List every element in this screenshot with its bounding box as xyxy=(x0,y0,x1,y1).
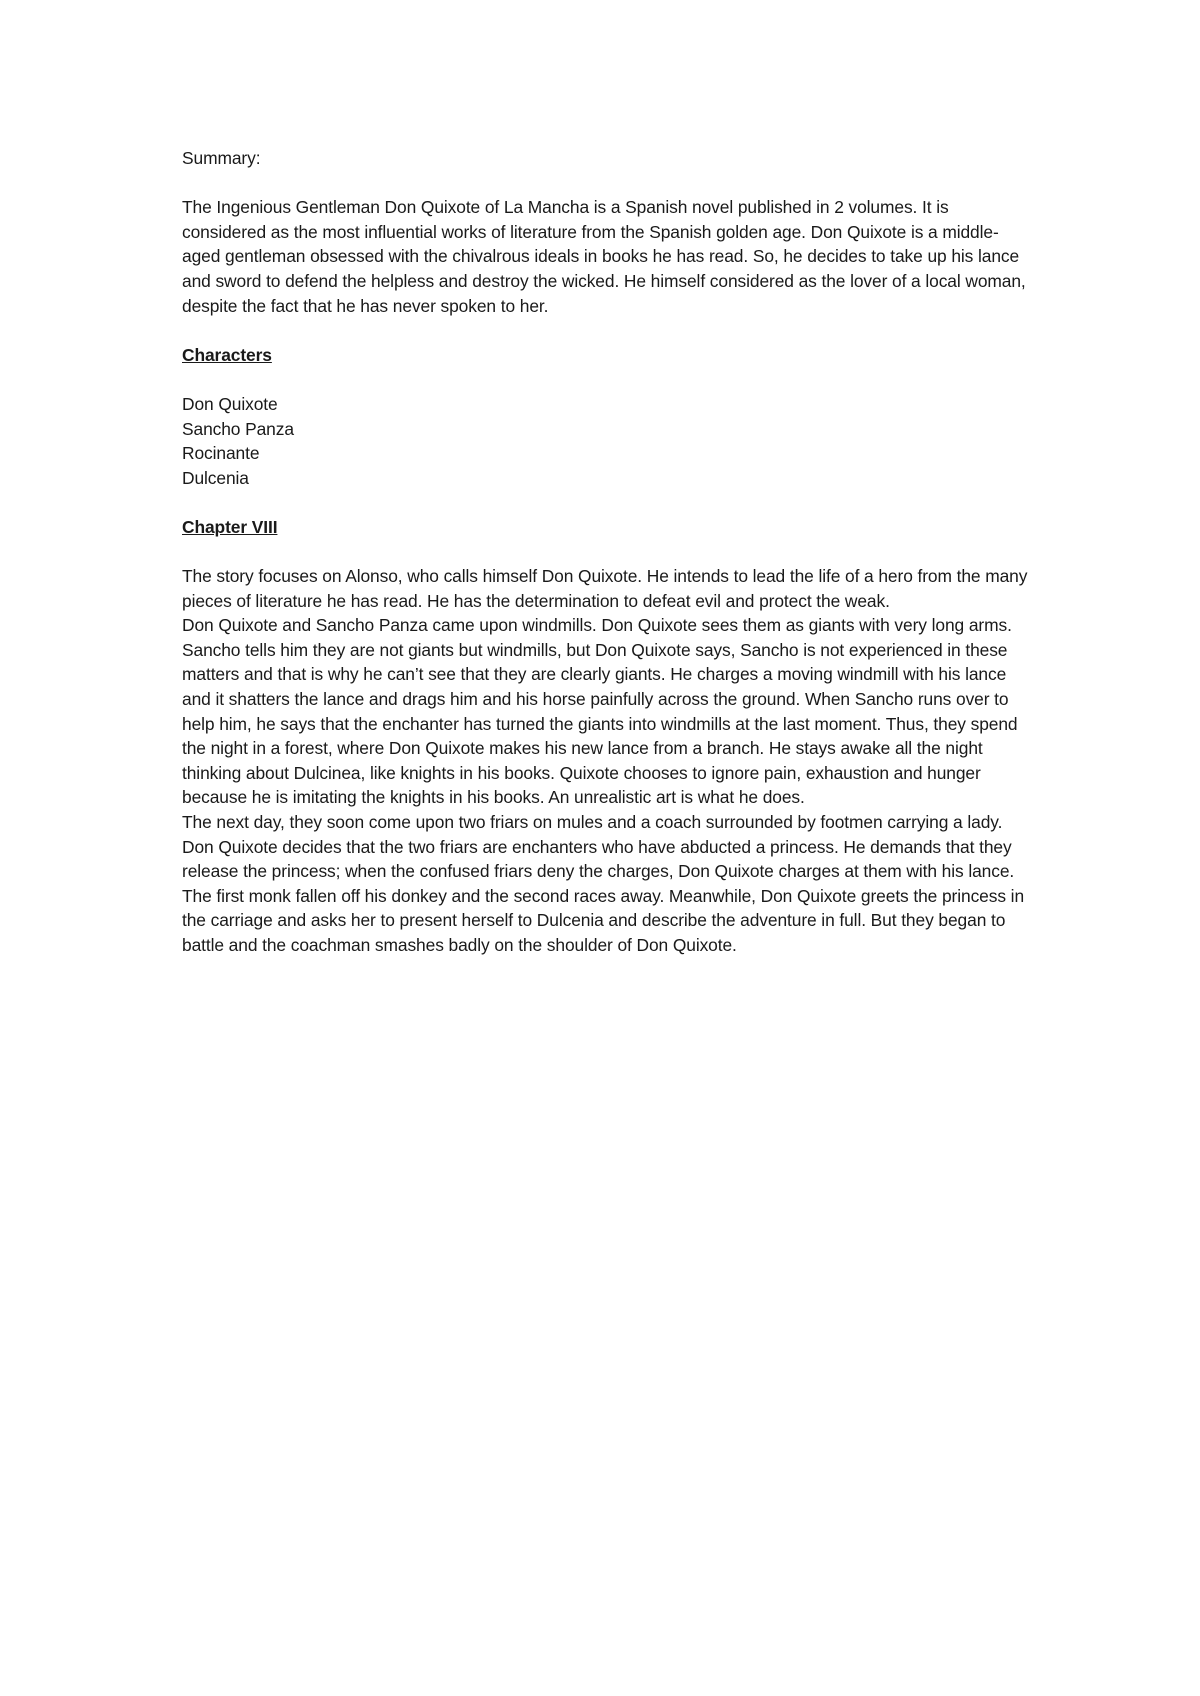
characters-heading: Characters xyxy=(182,344,272,365)
spacer xyxy=(182,171,1032,196)
chapter-paragraph: Don Quixote and Sancho Panza came upon windmills. Don Quixote sees them as giants with very long arms. Sancho tells him they are not giants but windmills, but Don Quixote says, Sancho is not experienced in these matters and that is why he can’t see that they are clearly giants. He charges a moving windmill with his lance and it shatters the lance and drags him and his horse painfully across the ground. When Sancho runs over to help him, he says that the enchanter has turned the giants into windmills at the last moment. Thus, they spend the night in a forest, where Don Quixote makes his new lance from a branch. He stays awake all the night thinking about Dulcinea, like knights in his books. Quixote chooses to ignore pain, exhaustion and hunger because he is imitating the knights in his books. An unrealistic art is what he does. xyxy=(182,615,1018,808)
summary-paragraph: The Ingenious Gentleman Don Quixote of La Mancha is a Spanish novel published in 2 volumes. It is considered as the most influential works of literature from the Spanish golden age. Don Quixote is a middle-aged gentleman obsessed with the chivalrous ideals in books he has read. So, he decides to take up his lance and sword to defend the helpless and destroy the wicked. He himself considered as the lover of a local woman, despite the fact that he has never spoken to her. xyxy=(182,197,1026,316)
chapter-paragraph: The next day, they soon come upon two friars on mules and a coach surrounded by footmen carrying a lady. Don Quixote decides that the two friars are enchanters who have abducted a princess. He demands that they release the princess; when the confused friars deny the charges, Don Quixote charges at them with his lance. The first monk fallen off his donkey and the second races away. Meanwhile, Don Quixote greets the princess in the carriage and asks her to present herself to Dulcenia and describe the adventure in full. But they began to battle and the coachman smashes badly on the shoulder of Don Quixote. xyxy=(182,812,1025,955)
character-item: Sancho Panza xyxy=(182,418,294,439)
summary-label: Summary: xyxy=(182,148,261,168)
spacer xyxy=(182,490,1032,515)
spacer xyxy=(182,367,1032,392)
spacer xyxy=(182,540,1032,565)
chapter-paragraph: The story focuses on Alonso, who calls himself Don Quixote. He intends to lead the life of a hero from the many pieces of literature he has read. He has the determination to defeat evil and protect the weak. xyxy=(182,566,1028,611)
document-body xyxy=(182,146,1032,958)
character-item: Rocinante xyxy=(182,443,260,464)
character-item: Dulcenia xyxy=(182,467,249,488)
character-item: Don Quixote xyxy=(182,393,278,414)
characters-list xyxy=(182,392,1032,490)
chapter-heading: Chapter VIII xyxy=(182,516,278,537)
spacer xyxy=(182,318,1032,343)
